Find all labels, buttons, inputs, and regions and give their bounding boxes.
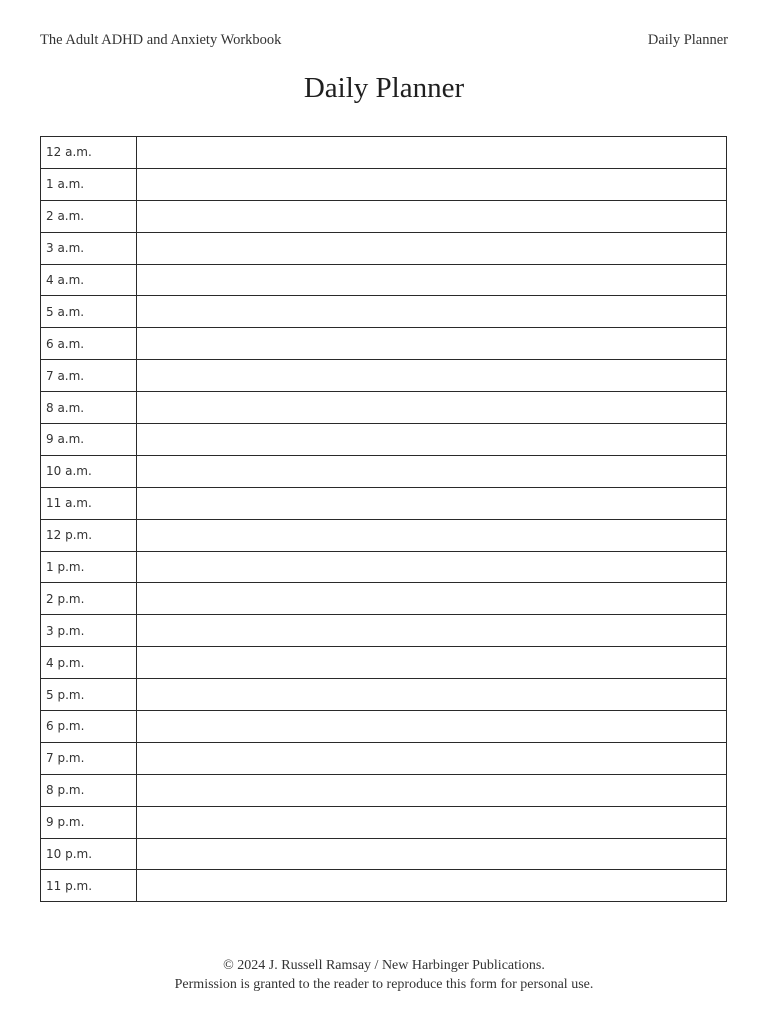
planner-row — [41, 137, 727, 169]
time-slot-entry[interactable] — [137, 328, 727, 360]
time-slot-entry[interactable] — [137, 137, 727, 169]
time-slot-entry[interactable] — [137, 647, 727, 679]
planner-row — [41, 264, 727, 296]
time-label: 7 p.m. — [41, 742, 137, 774]
planner-row — [41, 392, 727, 424]
time-label: 2 p.m. — [41, 583, 137, 615]
planner-body — [41, 137, 727, 902]
time-slot-entry[interactable] — [137, 392, 727, 424]
planner-row — [41, 519, 727, 551]
planner-row — [41, 200, 727, 232]
time-label: 3 p.m. — [41, 615, 137, 647]
time-label: 7 a.m. — [41, 360, 137, 392]
page-footer — [0, 956, 768, 994]
time-slot-entry[interactable] — [137, 424, 727, 456]
planner-row — [41, 583, 727, 615]
time-label: 12 a.m. — [41, 137, 137, 169]
time-slot-entry[interactable] — [137, 296, 727, 328]
time-slot-entry[interactable] — [137, 615, 727, 647]
time-slot-entry[interactable] — [137, 264, 727, 296]
planner-row — [41, 870, 727, 902]
time-slot-entry[interactable] — [137, 870, 727, 902]
section-title: Daily Planner — [647, 31, 728, 48]
time-label: 9 a.m. — [41, 424, 137, 456]
planner-row — [41, 328, 727, 360]
time-slot-entry[interactable] — [137, 232, 727, 264]
planner-row — [41, 360, 727, 392]
time-label: 6 p.m. — [41, 711, 137, 743]
time-label: 10 p.m. — [41, 838, 137, 870]
planner-row — [41, 487, 727, 519]
planner-row — [41, 742, 727, 774]
time-label: 11 a.m. — [41, 487, 137, 519]
time-label: 2 a.m. — [41, 200, 137, 232]
time-slot-entry[interactable] — [137, 583, 727, 615]
time-slot-entry[interactable] — [137, 742, 727, 774]
time-label: 1 p.m. — [41, 551, 137, 583]
time-label: 10 a.m. — [41, 455, 137, 487]
time-label: 12 p.m. — [41, 519, 137, 551]
planner-row — [41, 551, 727, 583]
planner-row — [41, 838, 727, 870]
time-label: 1 a.m. — [41, 168, 137, 200]
time-label: 3 a.m. — [41, 232, 137, 264]
time-slot-entry[interactable] — [137, 679, 727, 711]
planner-row — [41, 296, 727, 328]
time-label: 8 p.m. — [41, 774, 137, 806]
time-slot-entry[interactable] — [137, 200, 727, 232]
time-label: 4 p.m. — [41, 647, 137, 679]
time-label: 5 a.m. — [41, 296, 137, 328]
time-label: 6 a.m. — [41, 328, 137, 360]
planner-row — [41, 424, 727, 456]
planner-row — [41, 232, 727, 264]
time-label: 9 p.m. — [41, 806, 137, 838]
copyright-notice: © 2024 J. Russell Ramsay / New Harbinger Publications. — [223, 958, 545, 973]
time-label: 8 a.m. — [41, 392, 137, 424]
time-label: 4 a.m. — [41, 264, 137, 296]
planner-row — [41, 615, 727, 647]
permission-notice: Permission is granted to the reader to reproduce this form for personal use. — [174, 977, 594, 992]
planner-row — [41, 711, 727, 743]
time-label: 11 p.m. — [41, 870, 137, 902]
time-slot-entry[interactable] — [137, 168, 727, 200]
time-slot-entry[interactable] — [137, 806, 727, 838]
time-slot-entry[interactable] — [137, 838, 727, 870]
planner-row — [41, 647, 727, 679]
time-slot-entry[interactable] — [137, 551, 727, 583]
time-slot-entry[interactable] — [137, 774, 727, 806]
time-slot-entry[interactable] — [137, 487, 727, 519]
planner-row — [41, 806, 727, 838]
planner-row — [41, 455, 727, 487]
planner-row — [41, 168, 727, 200]
daily-planner-table — [40, 136, 727, 902]
time-slot-entry[interactable] — [137, 519, 727, 551]
book-title: The Adult ADHD and Anxiety Workbook — [40, 31, 282, 48]
planner-row — [41, 679, 727, 711]
running-header — [40, 30, 728, 50]
time-slot-entry[interactable] — [137, 455, 727, 487]
time-label: 5 p.m. — [41, 679, 137, 711]
planner-row — [41, 774, 727, 806]
time-slot-entry[interactable] — [137, 360, 727, 392]
time-slot-entry[interactable] — [137, 711, 727, 743]
page-title: Daily Planner — [303, 72, 465, 104]
